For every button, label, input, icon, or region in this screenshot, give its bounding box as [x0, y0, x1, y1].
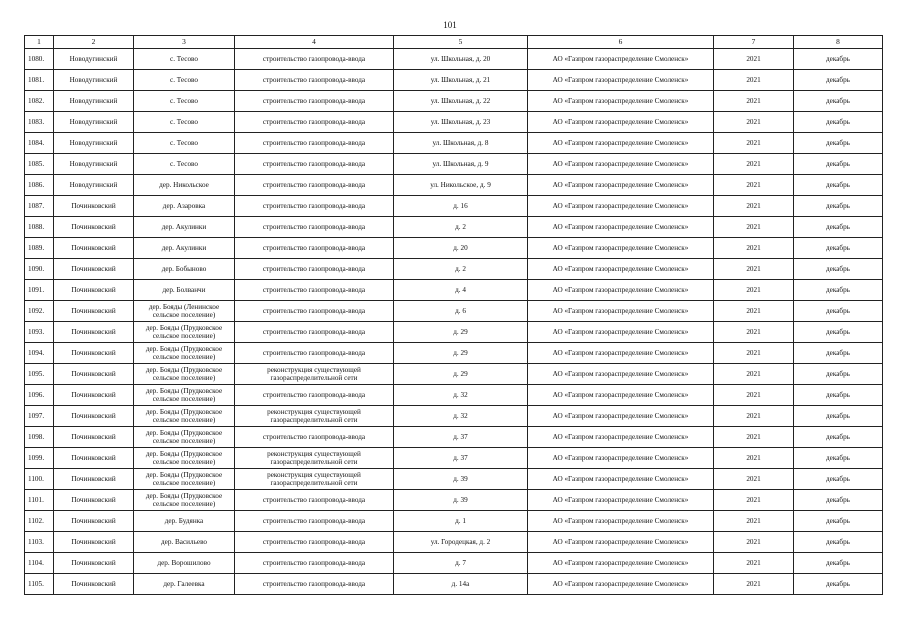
settlement-cell: с. Тесово: [134, 133, 235, 154]
address-cell: д. 2: [394, 259, 528, 280]
work-type-cell: строительство газопровода-ввода: [235, 49, 394, 70]
settlement-cell: дер. Бояды (Прудковское сельское поселение): [134, 385, 235, 406]
organization-cell: АО «Газпром газораспределение Смоленск»: [528, 154, 714, 175]
district-cell: Починковский: [54, 364, 134, 385]
year-cell: 2021: [714, 280, 794, 301]
work-type-cell: строительство газопровода-ввода: [235, 70, 394, 91]
row-number-cell: 1085.: [25, 154, 54, 175]
address-cell: ул. Никольское, д. 9: [394, 175, 528, 196]
settlement-cell: дер. Будянка: [134, 511, 235, 532]
district-cell: Новодугинский: [54, 133, 134, 154]
district-cell: Починковский: [54, 343, 134, 364]
work-type-cell: строительство газопровода-ввода: [235, 154, 394, 175]
organization-cell: АО «Газпром газораспределение Смоленск»: [528, 322, 714, 343]
work-type-cell: строительство газопровода-ввода: [235, 259, 394, 280]
address-cell: д. 14а: [394, 574, 528, 595]
organization-cell: АО «Газпром газораспределение Смоленск»: [528, 301, 714, 322]
district-cell: Починковский: [54, 553, 134, 574]
table-row: [25, 532, 883, 553]
address-cell: ул. Школьная, д. 22: [394, 91, 528, 112]
table-row: [25, 280, 883, 301]
month-cell: декабрь: [794, 238, 883, 259]
district-cell: Починковский: [54, 301, 134, 322]
settlement-cell: с. Тесово: [134, 154, 235, 175]
year-cell: 2021: [714, 427, 794, 448]
column-header: 4: [235, 36, 394, 49]
address-cell: ул. Городецкая, д. 2: [394, 532, 528, 553]
row-number-cell: 1097.: [25, 406, 54, 427]
month-cell: декабрь: [794, 175, 883, 196]
address-cell: д. 32: [394, 385, 528, 406]
address-cell: д. 29: [394, 322, 528, 343]
table-row: [25, 175, 883, 196]
work-type-cell: строительство газопровода-ввода: [235, 511, 394, 532]
work-type-cell: строительство газопровода-ввода: [235, 196, 394, 217]
district-cell: Починковский: [54, 385, 134, 406]
table-body: [25, 36, 883, 595]
table-row: [25, 238, 883, 259]
row-number-cell: 1105.: [25, 574, 54, 595]
organization-cell: АО «Газпром газораспределение Смоленск»: [528, 511, 714, 532]
district-cell: Починковский: [54, 574, 134, 595]
month-cell: декабрь: [794, 511, 883, 532]
row-number-cell: 1090.: [25, 259, 54, 280]
column-header: 1: [25, 36, 54, 49]
year-cell: 2021: [714, 511, 794, 532]
table-row: [25, 70, 883, 91]
row-number-cell: 1080.: [25, 49, 54, 70]
district-cell: Починковский: [54, 280, 134, 301]
header-row: [25, 36, 883, 49]
address-cell: д. 39: [394, 469, 528, 490]
organization-cell: АО «Газпром газораспределение Смоленск»: [528, 469, 714, 490]
table-row: [25, 343, 883, 364]
work-type-cell: строительство газопровода-ввода: [235, 112, 394, 133]
row-number-cell: 1102.: [25, 511, 54, 532]
organization-cell: АО «Газпром газораспределение Смоленск»: [528, 280, 714, 301]
organization-cell: АО «Газпром газораспределение Смоленск»: [528, 259, 714, 280]
district-cell: Починковский: [54, 448, 134, 469]
work-type-cell: строительство газопровода-ввода: [235, 133, 394, 154]
month-cell: декабрь: [794, 406, 883, 427]
year-cell: 2021: [714, 70, 794, 91]
settlement-cell: дер. Никольское: [134, 175, 235, 196]
address-cell: ул. Школьная, д. 21: [394, 70, 528, 91]
month-cell: декабрь: [794, 133, 883, 154]
district-cell: Починковский: [54, 217, 134, 238]
district-cell: Починковский: [54, 406, 134, 427]
table-row: [25, 385, 883, 406]
month-cell: декабрь: [794, 364, 883, 385]
settlement-cell: дер. Васильево: [134, 532, 235, 553]
year-cell: 2021: [714, 364, 794, 385]
settlement-cell: дер. Бояды (Прудковское сельское поселение): [134, 448, 235, 469]
month-cell: декабрь: [794, 217, 883, 238]
column-header: 2: [54, 36, 134, 49]
row-number-cell: 1092.: [25, 301, 54, 322]
table-row: [25, 406, 883, 427]
settlement-cell: с. Тесово: [134, 70, 235, 91]
work-type-cell: строительство газопровода-ввода: [235, 427, 394, 448]
organization-cell: АО «Газпром газораспределение Смоленск»: [528, 91, 714, 112]
year-cell: 2021: [714, 406, 794, 427]
month-cell: декабрь: [794, 49, 883, 70]
work-type-cell: строительство газопровода-ввода: [235, 490, 394, 511]
year-cell: 2021: [714, 112, 794, 133]
table-row: [25, 196, 883, 217]
organization-cell: АО «Газпром газораспределение Смоленск»: [528, 196, 714, 217]
page-number: 101: [443, 20, 457, 30]
year-cell: 2021: [714, 385, 794, 406]
district-cell: Починковский: [54, 427, 134, 448]
settlement-cell: дер. Акулинки: [134, 238, 235, 259]
row-number-cell: 1089.: [25, 238, 54, 259]
organization-cell: АО «Газпром газораспределение Смоленск»: [528, 70, 714, 91]
year-cell: 2021: [714, 259, 794, 280]
organization-cell: АО «Газпром газораспределение Смоленск»: [528, 364, 714, 385]
organization-cell: АО «Газпром газораспределение Смоленск»: [528, 574, 714, 595]
work-type-cell: строительство газопровода-ввода: [235, 91, 394, 112]
address-cell: д. 29: [394, 364, 528, 385]
table-row: [25, 427, 883, 448]
organization-cell: АО «Газпром газораспределение Смоленск»: [528, 112, 714, 133]
table-row: [25, 322, 883, 343]
organization-cell: АО «Газпром газораспределение Смоленск»: [528, 217, 714, 238]
settlement-cell: с. Тесово: [134, 112, 235, 133]
year-cell: 2021: [714, 217, 794, 238]
month-cell: декабрь: [794, 490, 883, 511]
year-cell: 2021: [714, 238, 794, 259]
settlement-cell: дер. Бояды (Ленинское сельское поселение): [134, 301, 235, 322]
column-header: 7: [714, 36, 794, 49]
month-cell: декабрь: [794, 301, 883, 322]
year-cell: 2021: [714, 532, 794, 553]
table-row: [25, 133, 883, 154]
gas-works-table: [24, 35, 883, 595]
column-header: 3: [134, 36, 235, 49]
year-cell: 2021: [714, 196, 794, 217]
address-cell: д. 39: [394, 490, 528, 511]
table-row: [25, 49, 883, 70]
organization-cell: АО «Газпром газораспределение Смоленск»: [528, 133, 714, 154]
organization-cell: АО «Газпром газораспределение Смоленск»: [528, 406, 714, 427]
settlement-cell: дер. Бояды (Прудковское сельское поселение): [134, 364, 235, 385]
work-type-cell: строительство газопровода-ввода: [235, 217, 394, 238]
year-cell: 2021: [714, 175, 794, 196]
month-cell: декабрь: [794, 574, 883, 595]
address-cell: д. 6: [394, 301, 528, 322]
year-cell: 2021: [714, 49, 794, 70]
settlement-cell: дер. Бояды (Прудковское сельское поселение): [134, 406, 235, 427]
organization-cell: АО «Газпром газораспределение Смоленск»: [528, 175, 714, 196]
year-cell: 2021: [714, 448, 794, 469]
work-type-cell: реконструкция существующей газораспределительной сети: [235, 469, 394, 490]
address-cell: ул. Школьная, д. 8: [394, 133, 528, 154]
work-type-cell: реконструкция существующей газораспределительной сети: [235, 406, 394, 427]
column-header: 6: [528, 36, 714, 49]
settlement-cell: дер. Акулинки: [134, 217, 235, 238]
month-cell: декабрь: [794, 448, 883, 469]
organization-cell: АО «Газпром газораспределение Смоленск»: [528, 238, 714, 259]
table-row: [25, 301, 883, 322]
year-cell: 2021: [714, 301, 794, 322]
settlement-cell: дер. Галеевка: [134, 574, 235, 595]
work-type-cell: строительство газопровода-ввода: [235, 553, 394, 574]
settlement-cell: дер. Бояды (Прудковское сельское поселение): [134, 469, 235, 490]
address-cell: д. 20: [394, 238, 528, 259]
row-number-cell: 1088.: [25, 217, 54, 238]
year-cell: 2021: [714, 91, 794, 112]
row-number-cell: 1091.: [25, 280, 54, 301]
settlement-cell: дер. Бояды (Прудковское сельское поселение): [134, 343, 235, 364]
month-cell: декабрь: [794, 469, 883, 490]
address-cell: д. 2: [394, 217, 528, 238]
district-cell: Новодугинский: [54, 154, 134, 175]
work-type-cell: реконструкция существующей газораспределительной сети: [235, 364, 394, 385]
work-type-cell: строительство газопровода-ввода: [235, 343, 394, 364]
work-type-cell: строительство газопровода-ввода: [235, 532, 394, 553]
row-number-cell: 1095.: [25, 364, 54, 385]
table-row: [25, 112, 883, 133]
table-row: [25, 490, 883, 511]
settlement-cell: дер. Бояды (Прудковское сельское поселение): [134, 322, 235, 343]
organization-cell: АО «Газпром газораспределение Смоленск»: [528, 553, 714, 574]
settlement-cell: с. Тесово: [134, 49, 235, 70]
organization-cell: АО «Газпром газораспределение Смоленск»: [528, 490, 714, 511]
district-cell: Починковский: [54, 196, 134, 217]
district-cell: Починковский: [54, 511, 134, 532]
row-number-cell: 1084.: [25, 133, 54, 154]
address-cell: д. 29: [394, 343, 528, 364]
month-cell: декабрь: [794, 343, 883, 364]
district-cell: Починковский: [54, 259, 134, 280]
table-row: [25, 217, 883, 238]
address-cell: д. 37: [394, 448, 528, 469]
work-type-cell: реконструкция существующей газораспределительной сети: [235, 448, 394, 469]
district-cell: Починковский: [54, 469, 134, 490]
year-cell: 2021: [714, 574, 794, 595]
month-cell: декабрь: [794, 280, 883, 301]
settlement-cell: дер. Болванчи: [134, 280, 235, 301]
work-type-cell: строительство газопровода-ввода: [235, 322, 394, 343]
month-cell: декабрь: [794, 112, 883, 133]
row-number-cell: 1101.: [25, 490, 54, 511]
address-cell: д. 1: [394, 511, 528, 532]
month-cell: декабрь: [794, 154, 883, 175]
row-number-cell: 1087.: [25, 196, 54, 217]
district-cell: Новодугинский: [54, 91, 134, 112]
work-type-cell: строительство газопровода-ввода: [235, 175, 394, 196]
organization-cell: АО «Газпром газораспределение Смоленск»: [528, 532, 714, 553]
table-row: [25, 553, 883, 574]
settlement-cell: дер. Бобыново: [134, 259, 235, 280]
settlement-cell: дер. Азаровка: [134, 196, 235, 217]
row-number-cell: 1103.: [25, 532, 54, 553]
row-number-cell: 1094.: [25, 343, 54, 364]
organization-cell: АО «Газпром газораспределение Смоленск»: [528, 448, 714, 469]
column-header: 5: [394, 36, 528, 49]
table-row: [25, 364, 883, 385]
row-number-cell: 1086.: [25, 175, 54, 196]
settlement-cell: дер. Бояды (Прудковское сельское поселение): [134, 427, 235, 448]
table-row: [25, 511, 883, 532]
district-cell: Новодугинский: [54, 70, 134, 91]
address-cell: ул. Школьная, д. 9: [394, 154, 528, 175]
organization-cell: АО «Газпром газораспределение Смоленск»: [528, 343, 714, 364]
district-cell: Починковский: [54, 532, 134, 553]
year-cell: 2021: [714, 133, 794, 154]
month-cell: декабрь: [794, 196, 883, 217]
year-cell: 2021: [714, 469, 794, 490]
month-cell: декабрь: [794, 553, 883, 574]
district-cell: Новодугинский: [54, 175, 134, 196]
work-type-cell: строительство газопровода-ввода: [235, 238, 394, 259]
district-cell: Починковский: [54, 490, 134, 511]
table-row: [25, 469, 883, 490]
settlement-cell: с. Тесово: [134, 91, 235, 112]
row-number-cell: 1098.: [25, 427, 54, 448]
year-cell: 2021: [714, 343, 794, 364]
row-number-cell: 1100.: [25, 469, 54, 490]
address-cell: д. 32: [394, 406, 528, 427]
work-type-cell: строительство газопровода-ввода: [235, 280, 394, 301]
table-row: [25, 259, 883, 280]
month-cell: декабрь: [794, 532, 883, 553]
table-row: [25, 574, 883, 595]
address-cell: д. 7: [394, 553, 528, 574]
table-row: [25, 154, 883, 175]
row-number-cell: 1104.: [25, 553, 54, 574]
district-cell: Новодугинский: [54, 112, 134, 133]
month-cell: декабрь: [794, 427, 883, 448]
district-cell: Новодугинский: [54, 49, 134, 70]
settlement-cell: дер. Ворошилово: [134, 553, 235, 574]
year-cell: 2021: [714, 154, 794, 175]
work-type-cell: строительство газопровода-ввода: [235, 574, 394, 595]
column-header: 8: [794, 36, 883, 49]
address-cell: д. 37: [394, 427, 528, 448]
address-cell: д. 16: [394, 196, 528, 217]
address-cell: д. 4: [394, 280, 528, 301]
table-row: [25, 448, 883, 469]
row-number-cell: 1093.: [25, 322, 54, 343]
work-type-cell: строительство газопровода-ввода: [235, 385, 394, 406]
work-type-cell: строительство газопровода-ввода: [235, 301, 394, 322]
row-number-cell: 1096.: [25, 385, 54, 406]
table-row: [25, 91, 883, 112]
row-number-cell: 1082.: [25, 91, 54, 112]
year-cell: 2021: [714, 322, 794, 343]
month-cell: декабрь: [794, 91, 883, 112]
organization-cell: АО «Газпром газораспределение Смоленск»: [528, 385, 714, 406]
year-cell: 2021: [714, 490, 794, 511]
month-cell: декабрь: [794, 259, 883, 280]
district-cell: Починковский: [54, 238, 134, 259]
district-cell: Починковский: [54, 322, 134, 343]
organization-cell: АО «Газпром газораспределение Смоленск»: [528, 49, 714, 70]
row-number-cell: 1081.: [25, 70, 54, 91]
organization-cell: АО «Газпром газораспределение Смоленск»: [528, 427, 714, 448]
row-number-cell: 1083.: [25, 112, 54, 133]
month-cell: декабрь: [794, 385, 883, 406]
month-cell: декабрь: [794, 70, 883, 91]
row-number-cell: 1099.: [25, 448, 54, 469]
month-cell: декабрь: [794, 322, 883, 343]
address-cell: ул. Школьная, д. 20: [394, 49, 528, 70]
settlement-cell: дер. Бояды (Прудковское сельское поселение): [134, 490, 235, 511]
year-cell: 2021: [714, 553, 794, 574]
address-cell: ул. Школьная, д. 23: [394, 112, 528, 133]
